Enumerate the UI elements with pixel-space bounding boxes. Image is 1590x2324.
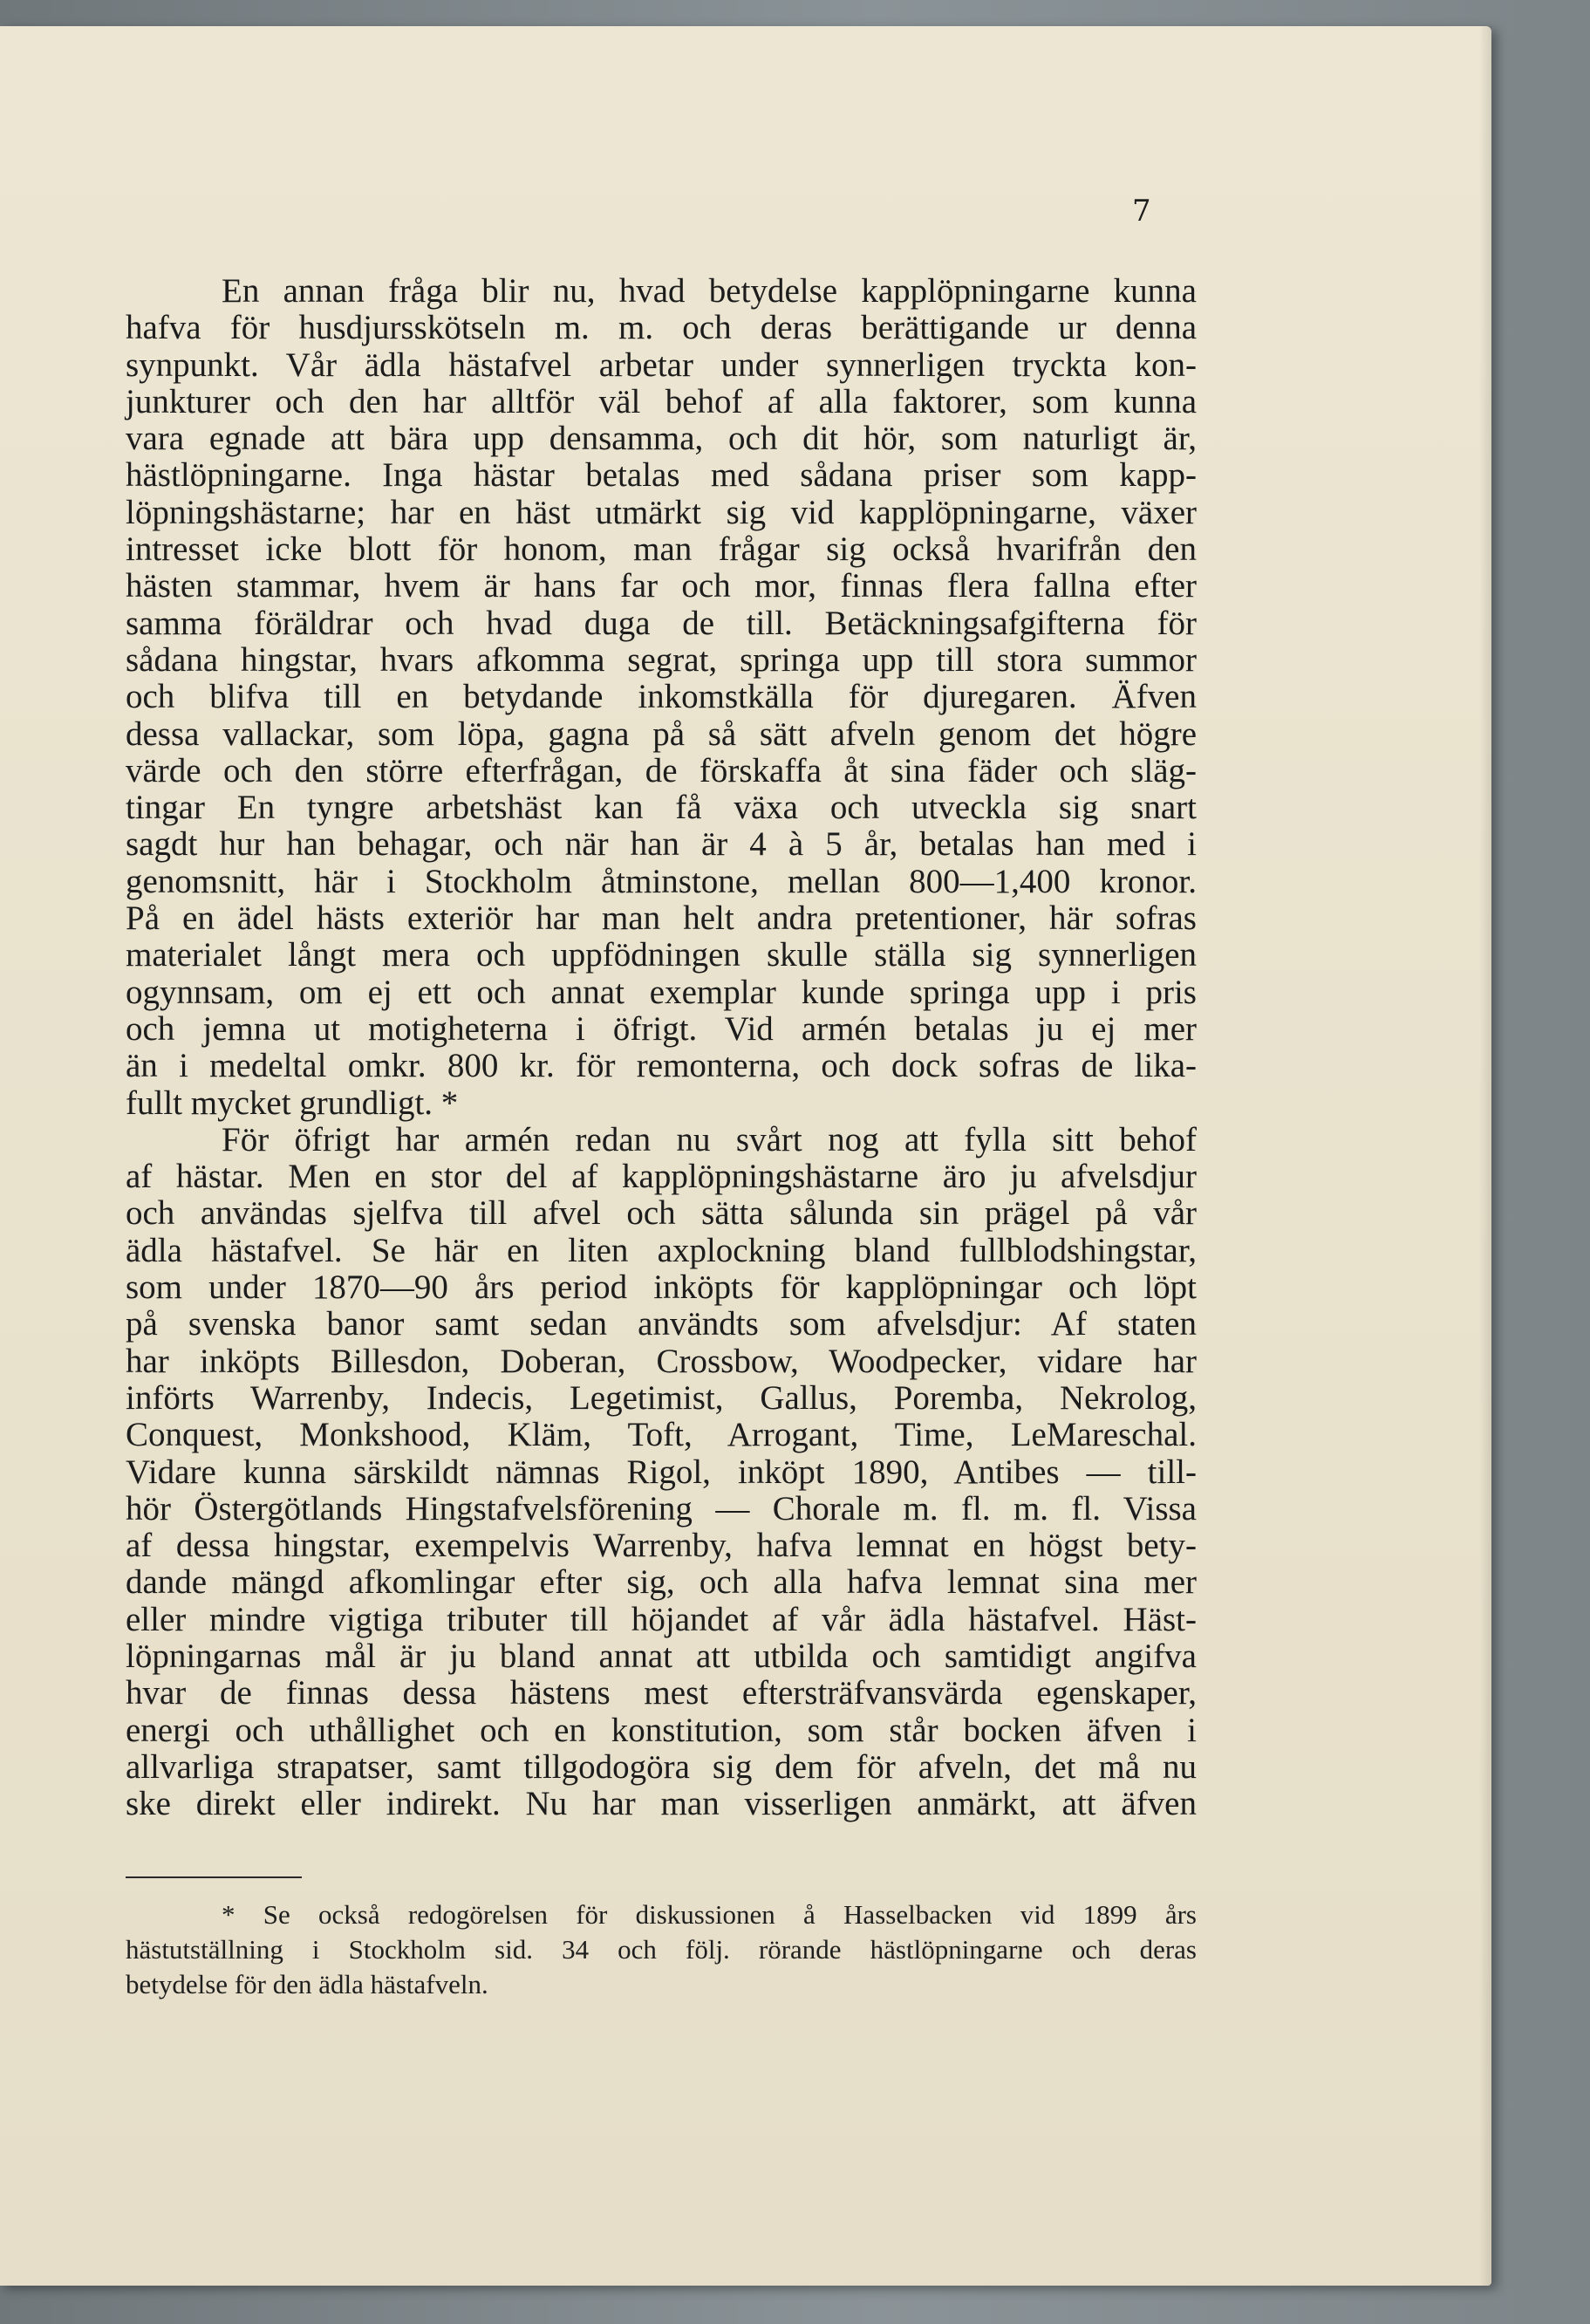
text-line: intresset icke blott för honom, man frågar sig också hvarifrån den [126, 530, 1197, 569]
text-line: hästen stammar, hvem är hans far och mor, finnas flera fallna efter [126, 567, 1197, 605]
text-line: och jemna ut motigheterna i öfrigt. Vid armén betalas ju ej mer [126, 1009, 1197, 1048]
text-line: löpningshästarne; har en häst utmärkt sig vid kapplöpningarne, växer [126, 493, 1197, 531]
text-line: materialet långt mera och uppfödningen skulle ställa sig synnerligen [126, 936, 1197, 974]
text-line: hvar de finnas dessa hästens mest eftersträfvansvärda egenskaper, [126, 1674, 1197, 1712]
text-line: På en ädel hästs exteriör har man helt andra pretentioner, här sofras [126, 899, 1197, 938]
footnote [126, 1897, 1197, 2002]
text-line: synpunkt. Vår ädla hästafvel arbetar under synnerligen tryckta kon- [126, 345, 1197, 384]
paragraph-2 [126, 1122, 1197, 1823]
text-line: införts Warrenby, Indecis, Legetimist, Gallus, Poremba, Nekrolog, [126, 1378, 1197, 1417]
text-line: junkturer och den har alltför väl behof af alla faktorer, som kunna [126, 382, 1197, 420]
text-line: och blifva till en betydande inkomstkälla för djuregaren. Äfven [126, 678, 1197, 716]
text-line: allvarliga strapatser, samt tillgodogöra sig dem för afveln, det må nu [126, 1747, 1197, 1786]
text-line: dessa vallackar, som löpa, gagna på så sätt afveln genom det högre [126, 714, 1197, 753]
paragraph-1 [126, 273, 1197, 1122]
text-line: Conquest, Monkshood, Kläm, Toft, Arrogant, Time, LeMareschal. [126, 1416, 1197, 1454]
text-line: En annan fråga blir nu, hvad betydelse kapplöpningarne kunna [222, 272, 1197, 310]
text-line: värde och den större efterfrågan, de förskaffa åt sina fäder och släg- [126, 751, 1197, 789]
text-line: än i medeltal omkr. 800 kr. för remonterna, och dock sofras de lika- [126, 1047, 1197, 1085]
text-line: ädla hästafvel. Se här en liten axplockning bland fullblodshingstar, [126, 1231, 1197, 1269]
text-line: dande mängd afkomlingar efter sig, och alla hafva lemnat sina mer [126, 1563, 1197, 1602]
body-text [126, 273, 1197, 1822]
page-number: 7 [1132, 194, 1151, 229]
footnote-line: * Se också redogörelsen för diskussionen å Hasselbacken vid 1899 års [222, 1899, 1197, 1930]
text-line: samma föräldrar och hvad duga de till. Betäckningsafgifterna för [126, 604, 1197, 642]
text-line: vara egnade att bära upp densamma, och dit hör, som naturligt är, [126, 420, 1197, 458]
text-line: af dessa hingstar, exempelvis Warrenby, hafva lemnat en högst bety- [126, 1527, 1197, 1565]
text-line: ske direkt eller indirekt. Nu har man visserligen anmärkt, att äfven [126, 1785, 1197, 1823]
text-line: hästlöpningarne. Inga hästar betalas med sådana priser som kapp- [126, 456, 1197, 495]
text-line: För öfrigt har armén redan nu svårt nog att fylla sitt behof [222, 1120, 1197, 1159]
text-line: löpningarnas mål är ju bland annat att utbilda och samtidigt angifva [126, 1637, 1197, 1675]
text-line: sagdt hur han behagar, och när han är 4 à 5 år, betalas han med i [126, 825, 1197, 864]
text-line: och användas sjelfva till afvel och sätta sålunda sin prägel på vår [126, 1194, 1197, 1233]
text-line: hör Östergötlands Hingstafvelsförening — Chorale m. fl. m. fl. Vissa [126, 1489, 1197, 1528]
text-line: fullt mycket grundligt. * [126, 1083, 459, 1122]
text-line: hafva för husdjursskötseln m. m. och deras berättigande ur denna [126, 309, 1197, 347]
text-line: ogynnsam, om ej ett och annat exemplar kunde springa upp i pris [126, 973, 1197, 1011]
footnote-line: betydelse för den ädla hästafveln. [126, 1969, 488, 1999]
footnote-line: hästutställning i Stockholm sid. 34 och följ. rörande hästlöpningarne och deras [126, 1934, 1197, 1965]
text-line: på svenska banor samt sedan användts som afvelsdjur: Af staten [126, 1305, 1197, 1343]
page-edge-shadow [1479, 26, 1491, 2286]
text-line: energi och uthållighet och en konstitution, som står bocken äfven i [126, 1711, 1197, 1749]
text-line: har inköpts Billesdon, Doberan, Crossbow, Woodpecker, vidare har [126, 1342, 1197, 1380]
text-line: som under 1870—90 års period inköpts för kapplöpningar och löpt [126, 1268, 1197, 1307]
text-line: tingar En tyngre arbetshäst kan få växa och utveckla sig snart [126, 789, 1197, 827]
text-line: af hästar. Men en stor del af kapplöpningshästarne äro ju afvelsdjur [126, 1158, 1197, 1196]
text-line: eller mindre vigtiga tributer till höjandet af vår ädla hästafvel. Häst- [126, 1600, 1197, 1638]
text-line: Vidare kunna särskildt nämnas Rigol, inköpt 1890, Antibes — till- [126, 1452, 1197, 1491]
text-line: genomsnitt, här i Stockholm åtminstone, mellan 800—1,400 kronor. [126, 862, 1197, 900]
text-line: sådana hingstar, hvars afkomma segrat, springa upp till stora summor [126, 640, 1197, 679]
footnote-divider [126, 1876, 302, 1878]
